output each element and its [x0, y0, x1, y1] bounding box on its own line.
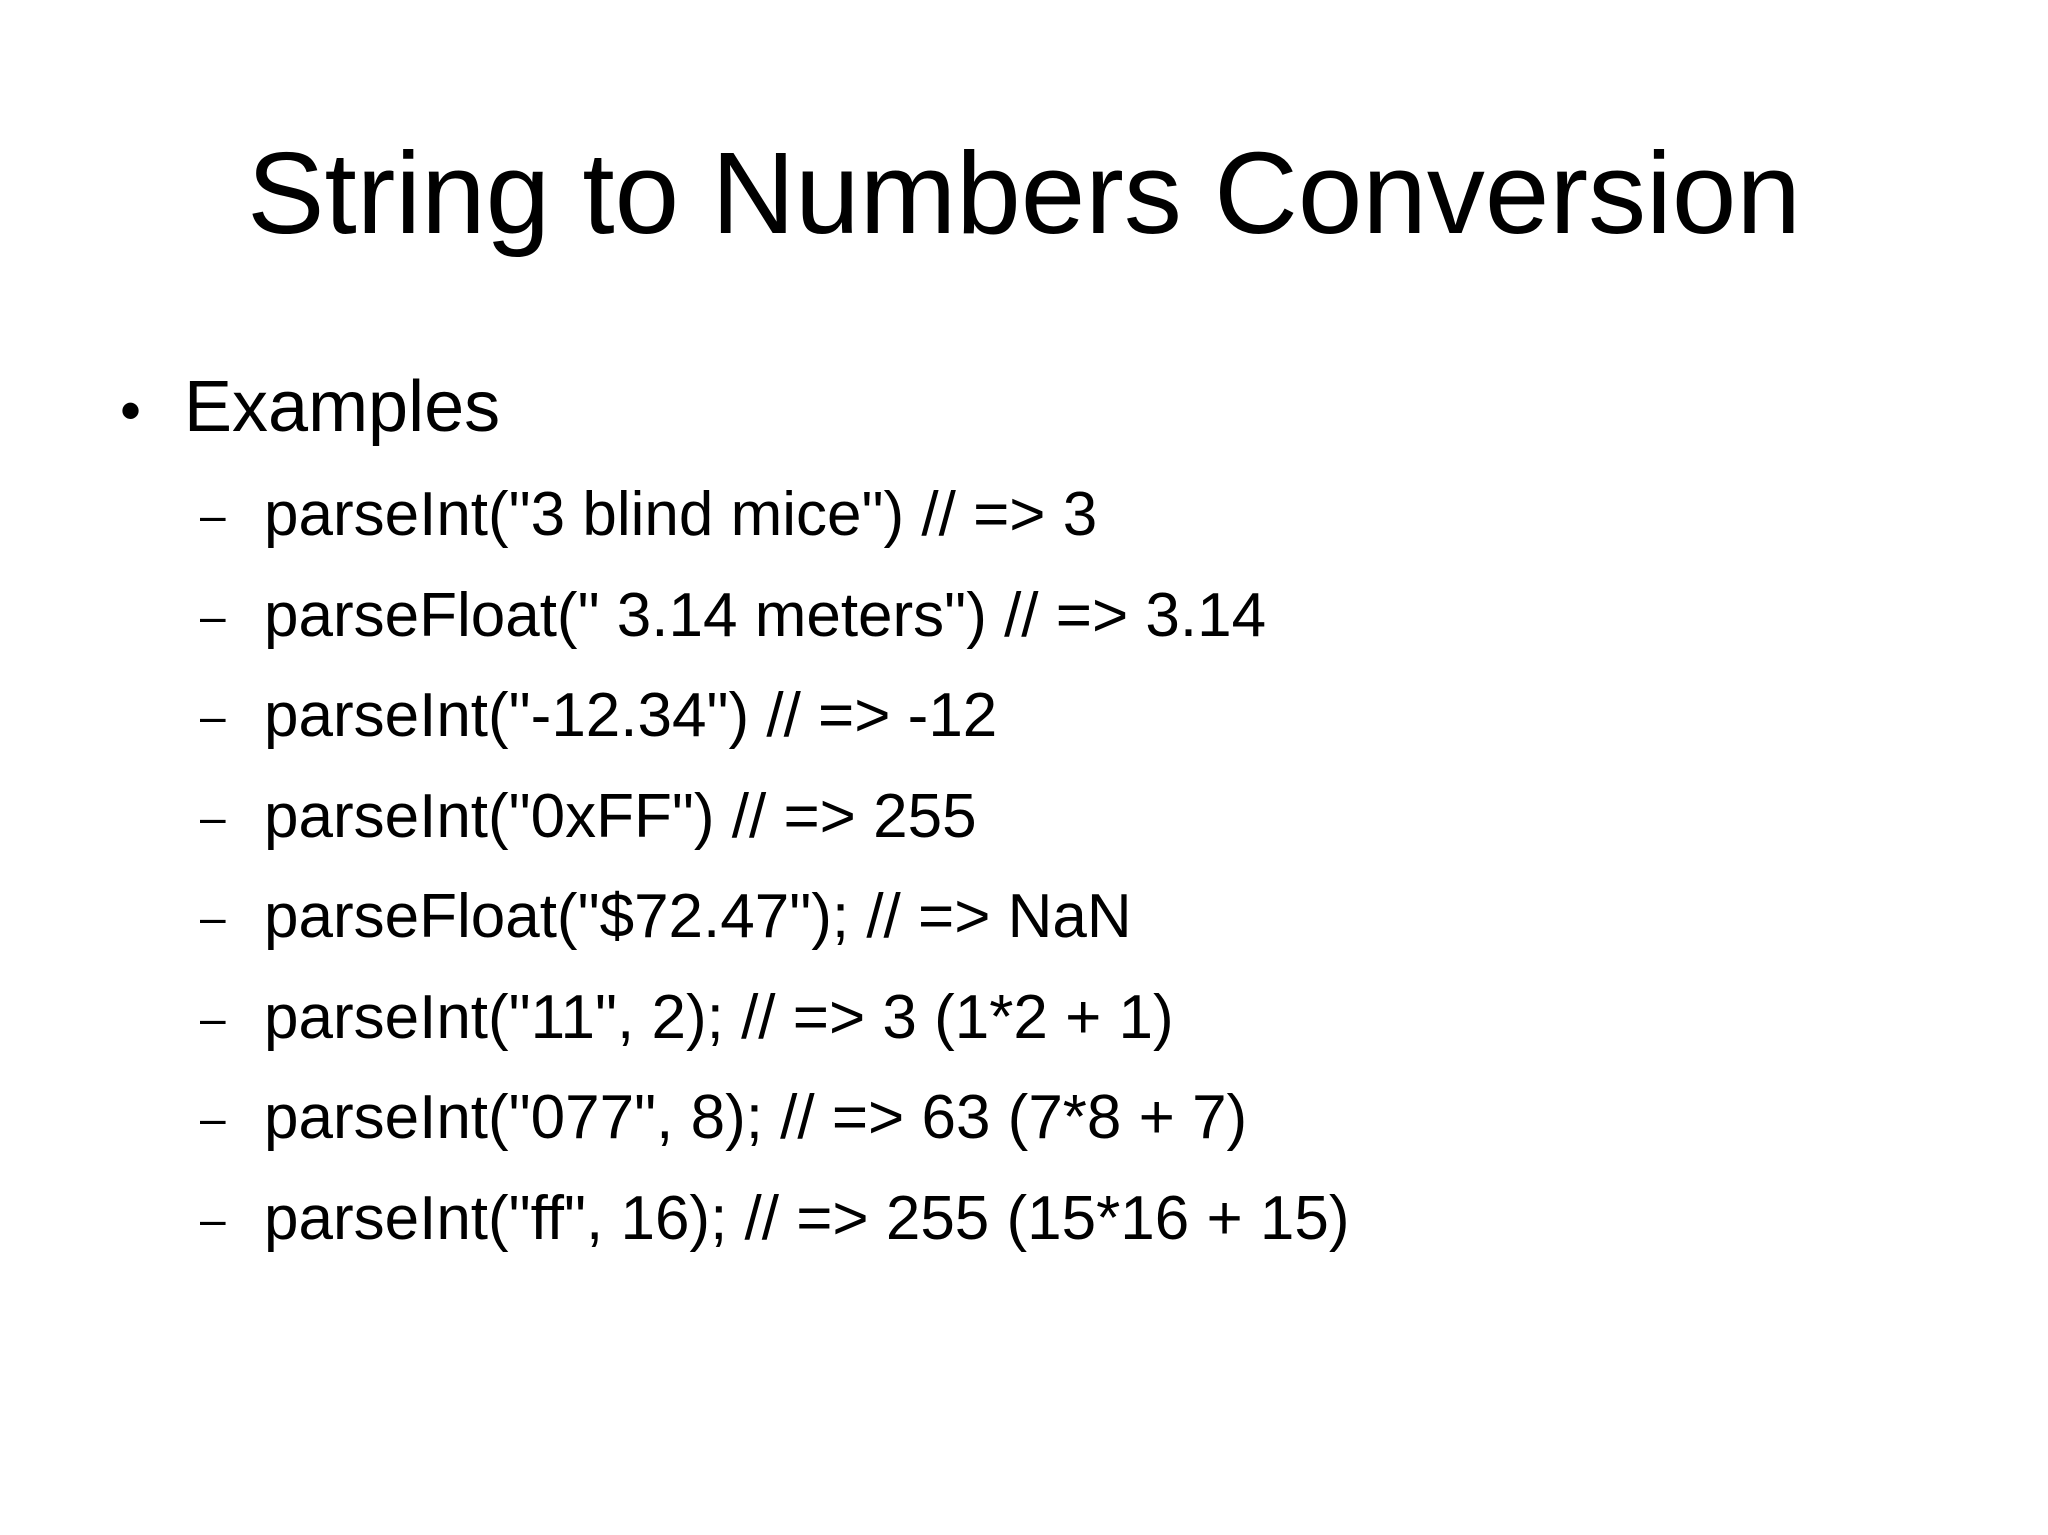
- dash-icon: –: [200, 991, 226, 1044]
- list-item: [200, 1073, 1349, 1174]
- dash-icon: –: [200, 690, 226, 742]
- list-item: [200, 571, 1349, 672]
- slide-title: String to Numbers Conversion: [247, 128, 1801, 258]
- code-example: parseInt("0xFF") // => 255: [264, 781, 977, 851]
- bullet-icon: •: [120, 377, 142, 444]
- code-example: parseInt("ff", 16); // => 255 (15*16 + 15): [264, 1183, 1350, 1253]
- code-example: parseInt("-12.34") // => -12: [264, 681, 998, 750]
- dash-icon: –: [200, 489, 226, 541]
- bullet-examples: [120, 362, 500, 452]
- list-item: [200, 671, 1349, 772]
- list-item: [200, 470, 1349, 571]
- list-item: [200, 973, 1349, 1074]
- dash-icon: –: [200, 589, 226, 642]
- list-item: [200, 872, 1349, 973]
- list-item: [200, 772, 1349, 873]
- code-example: parseInt("077", 8); // => 63 (7*8 + 7): [264, 1083, 1248, 1152]
- dash-icon: –: [200, 1092, 226, 1144]
- bullet-label: Examples: [184, 367, 501, 447]
- code-example: parseInt("3 blind mice") // => 3: [264, 480, 1098, 549]
- code-example: parseFloat("$72.47"); // => NaN: [264, 882, 1132, 951]
- dash-icon: –: [200, 790, 226, 843]
- examples-list: [200, 470, 1349, 1274]
- code-example: parseInt("11", 2); // => 3 (1*2 + 1): [264, 982, 1174, 1052]
- code-example: parseFloat(" 3.14 meters") // => 3.14: [264, 580, 1267, 650]
- list-item: [200, 1174, 1349, 1275]
- dash-icon: –: [200, 1192, 226, 1245]
- dash-icon: –: [200, 891, 226, 943]
